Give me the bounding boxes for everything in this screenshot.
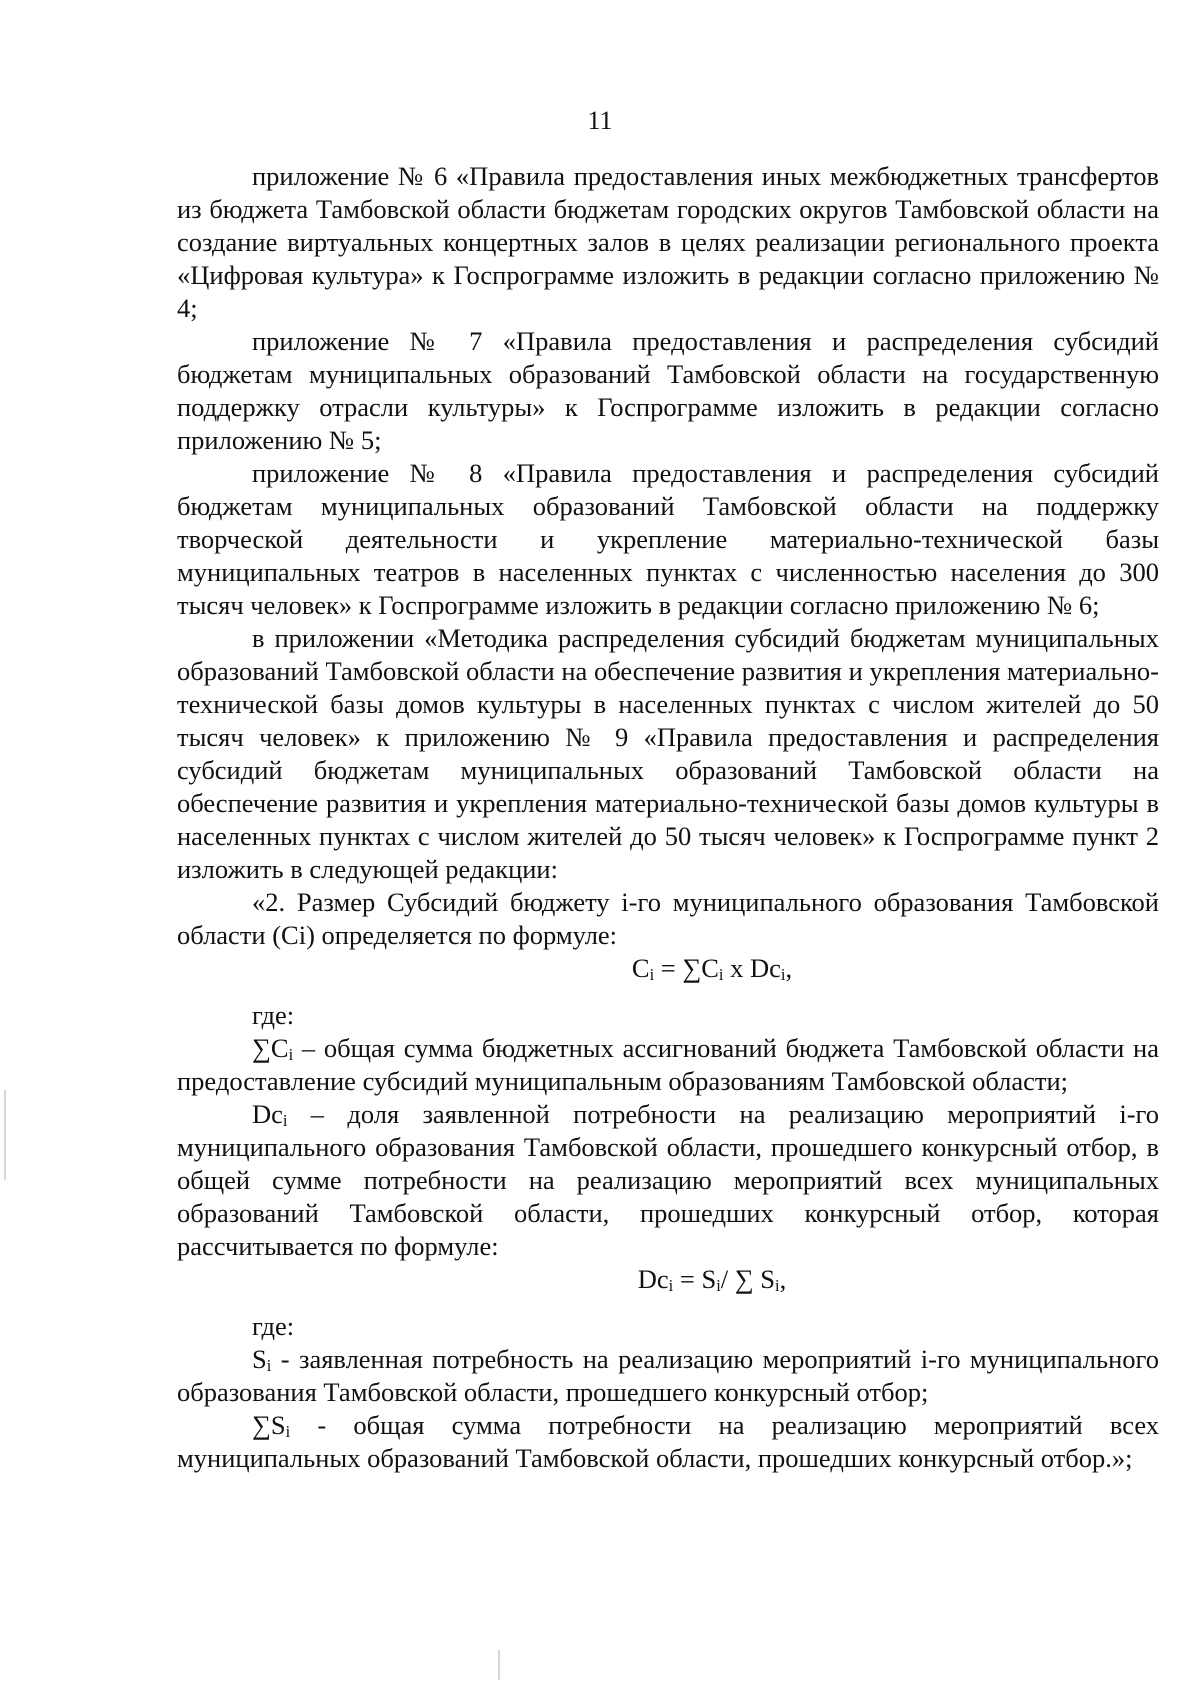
subscript: i [775,1275,780,1295]
page-number: 11 [587,106,613,135]
scan-artifact-line [498,1650,500,1680]
paragraph-appendix-8: приложение № 8 «Правила предоставления и распределения субсидий бюджетам муниципальных образований Тамбовской области на поддержку творческой деятельности и укрепление материально-технической базы муниципальных театров в населенных пунктах с численностью населения до 300 тысяч человек» к Госпрограмме изложить в редакции согласно приложению № 6; [177,458,1159,620]
definition-symbol: S [252,1344,267,1374]
definition-symbol: ∑C [252,1033,289,1063]
subscript: i [266,1355,272,1375]
definition-sum-si [177,1409,1159,1475]
definition-text: - заявленная потребность на реализацию мероприятий i-го муниципального образования Тамбовской области, прошедшего конкурсный отбор; [177,1344,1159,1407]
definition-sum-ci [177,1032,1159,1098]
where-label: где: [252,1311,295,1341]
paragraph-appendix-7: приложение № 7 «Правила предоставления и распределения субсидий бюджетам муниципальных образований Тамбовской области на государственную поддержку отрасли культуры» к Госпрограмме изложить в редакции согласно приложению № 5; [177,326,1159,455]
definition-symbol: ∑S [252,1410,286,1440]
where-label: где: [252,1000,295,1030]
formula-text: x Dc [723,953,781,983]
formula-dci [177,1263,1159,1296]
subscript: i [285,1421,291,1441]
formula-text: = ∑C [654,953,719,983]
subscript: i [288,1044,294,1064]
formula-text: , [779,1264,787,1294]
definition-symbol: Dc [252,1099,283,1129]
formula-text: , [785,953,793,983]
definition-text: – доля заявленной потребности на реализацию мероприятий i-го муниципального образования Тамбовской области, прошедшего конкурсный отбор, в общей сумме потребности на реализацию мероприятий всех муниципальных образований Тамбовской области, прошедших конкурсный отбор, которая рассчитывается по формуле: [177,1099,1159,1261]
definition-dci [177,1098,1159,1263]
subscript: i [780,964,786,984]
paragraph-methodology: в приложении «Методика распределения субсидий бюджетам муниципальных образований Тамбовской области на обеспечение развития и укрепления материально-технической базы домов культуры в населенных пунктах с числом жителей до 50 тысяч человек» к приложению № 9 «Правила предоставления и распределения субсидий бюджетам муниципальных образований Тамбовской области на обеспечение развития и укрепления материально-технической базы домов культуры в населенных пунктах с числом жителей до 50 тысяч человек» к Госпрограмме пункт 2 изложить в следующей редакции: [177,623,1159,884]
formula-text: / ∑ S [720,1264,776,1294]
definition-text: - общая сумма потребности на реализацию мероприятий всех муниципальных образований Тамбовской области, прошедших конкурсный отбор.»; [177,1410,1159,1473]
definition-text: – общая сумма бюджетных ассигнований бюджета Тамбовской области на предоставление субсидий муниципальным образованиям Тамбовской области; [177,1033,1159,1096]
formula-ci [177,952,1159,985]
formula-text: = S [673,1264,717,1294]
subscript: i [668,1275,674,1295]
document-body [177,160,1159,1475]
paragraph-appendix-6: приложение № 6 «Правила предоставления иных межбюджетных трансфертов из бюджета Тамбовской области бюджетам городских округов Тамбовской области на создание виртуальных концертных залов в целях реализации регионального проекта «Цифровая культура» к Госпрограмме изложить в редакции согласно приложению № 4; [177,161,1159,323]
scan-artifact-line [4,1090,6,1180]
subscript: i [718,964,724,984]
paragraph-point-2: «2. Размер Субсидий бюджету i-го муниципального образования Тамбовской области (Ci) определяется по формуле: [177,887,1159,950]
definition-si [177,1343,1159,1409]
formula-text: C [631,953,650,983]
subscript: i [716,1275,721,1295]
subscript: i [649,964,655,984]
formula-text: Dc [637,1264,669,1294]
subscript: i [282,1110,288,1130]
